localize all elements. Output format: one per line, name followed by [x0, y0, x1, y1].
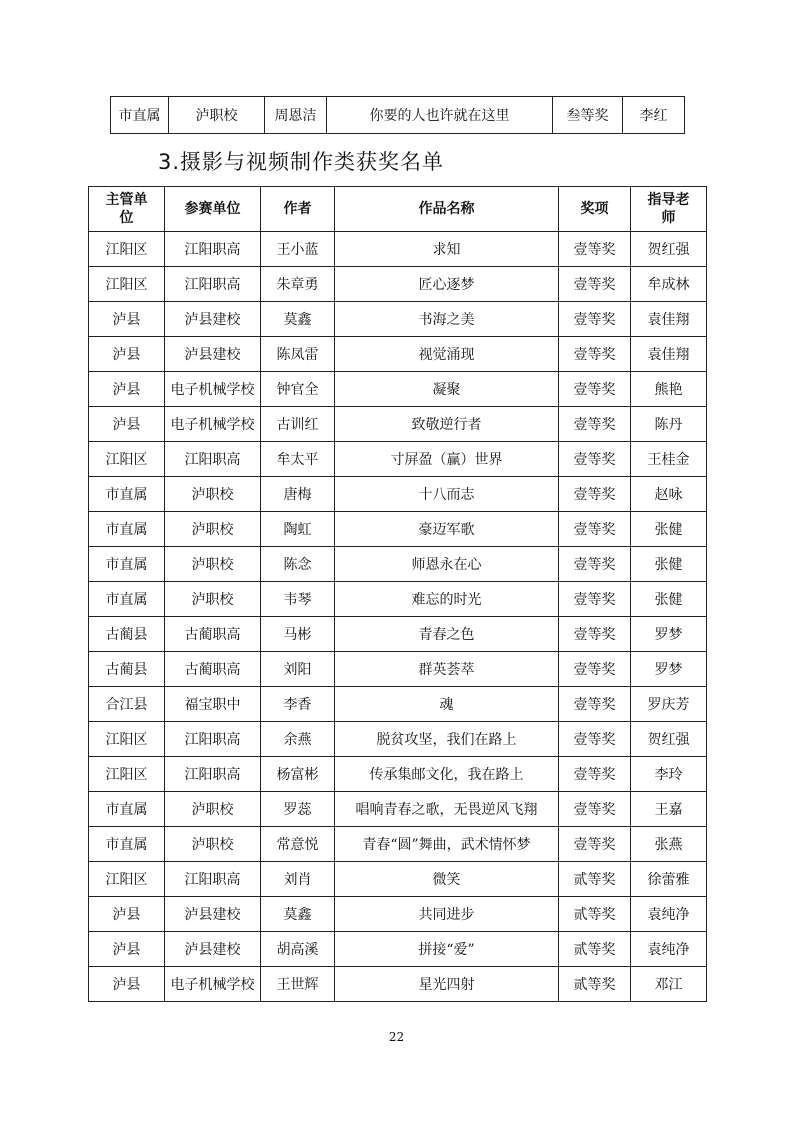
header-teacher: 指导老师	[631, 187, 707, 232]
cell-teacher: 李玲	[631, 757, 707, 792]
cell-authority: 市直属	[89, 547, 165, 582]
cell-authority: 市直属	[89, 582, 165, 617]
cell-authority: 泸县	[89, 967, 165, 1002]
cell-work: 共同进步	[335, 897, 559, 932]
table-row	[111, 97, 685, 134]
cell-author: 古训红	[261, 407, 335, 442]
cell-author: 韦琴	[261, 582, 335, 617]
cell-authority: 市直属	[111, 97, 169, 134]
cell-award: 壹等奖	[559, 687, 631, 722]
table-row	[89, 372, 707, 407]
cell-award: 壹等奖	[559, 407, 631, 442]
cell-unit: 江阳职高	[165, 722, 261, 757]
table-row	[89, 442, 707, 477]
award-table	[88, 186, 707, 1002]
cell-award: 壹等奖	[559, 267, 631, 302]
cell-authority: 江阳区	[89, 862, 165, 897]
header-unit: 参赛单位	[165, 187, 261, 232]
cell-author: 朱章勇	[261, 267, 335, 302]
cell-unit: 古蔺职高	[165, 617, 261, 652]
cell-teacher: 王嘉	[631, 792, 707, 827]
table-row	[89, 652, 707, 687]
cell-work: 视觉涌现	[335, 337, 559, 372]
cell-author: 唐梅	[261, 477, 335, 512]
cell-teacher: 邓江	[631, 967, 707, 1002]
cell-unit: 电子机械学校	[165, 407, 261, 442]
cell-authority: 江阳区	[89, 757, 165, 792]
cell-unit: 泸职校	[165, 792, 261, 827]
cell-teacher: 王桂金	[631, 442, 707, 477]
cell-author: 陶虹	[261, 512, 335, 547]
cell-work: 匠心逐梦	[335, 267, 559, 302]
cell-award: 壹等奖	[559, 372, 631, 407]
cell-teacher: 袁佳翔	[631, 302, 707, 337]
cell-teacher: 袁纯净	[631, 932, 707, 967]
section-title: 3.摄影与视频制作类获奖名单	[158, 150, 445, 174]
cell-unit: 电子机械学校	[165, 967, 261, 1002]
cell-award: 壹等奖	[559, 477, 631, 512]
table-row	[89, 687, 707, 722]
cell-author: 罗蕊	[261, 792, 335, 827]
cell-work: 拼接“爱”	[335, 932, 559, 967]
cell-work: 难忘的时光	[335, 582, 559, 617]
cell-award: 壹等奖	[559, 547, 631, 582]
table-row	[89, 477, 707, 512]
table-row	[89, 582, 707, 617]
table-row	[89, 967, 707, 1002]
cell-authority: 泸县	[89, 407, 165, 442]
table-row	[89, 827, 707, 862]
cell-award: 贰等奖	[559, 862, 631, 897]
cell-unit: 泸职校	[165, 582, 261, 617]
cell-teacher: 牟成林	[631, 267, 707, 302]
cell-award: 贰等奖	[559, 967, 631, 1002]
cell-teacher: 张燕	[631, 827, 707, 862]
cell-teacher: 贺红强	[631, 232, 707, 267]
cell-authority: 江阳区	[89, 267, 165, 302]
cell-award: 贰等奖	[559, 897, 631, 932]
cell-teacher: 徐蕾雅	[631, 862, 707, 897]
cell-authority: 市直属	[89, 512, 165, 547]
cell-unit: 泸职校	[165, 547, 261, 582]
cell-unit: 泸职校	[165, 512, 261, 547]
cell-teacher: 李红	[623, 97, 685, 134]
previous-category-table-tail	[110, 96, 685, 134]
table-row	[89, 722, 707, 757]
cell-authority: 市直属	[89, 827, 165, 862]
cell-teacher: 罗梦	[631, 617, 707, 652]
cell-author: 杨富彬	[261, 757, 335, 792]
cell-author: 陈凤雷	[261, 337, 335, 372]
cell-author: 陈念	[261, 547, 335, 582]
cell-unit: 泸县建校	[165, 337, 261, 372]
cell-award: 壹等奖	[559, 722, 631, 757]
cell-work: 求知	[335, 232, 559, 267]
header-work: 作品名称	[335, 187, 559, 232]
cell-authority: 市直属	[89, 792, 165, 827]
table-row	[89, 792, 707, 827]
cell-authority: 江阳区	[89, 232, 165, 267]
cell-unit: 江阳职高	[165, 757, 261, 792]
cell-work: 寸屏盈（赢）世界	[335, 442, 559, 477]
cell-author: 刘肖	[261, 862, 335, 897]
cell-work: 致敬逆行者	[335, 407, 559, 442]
cell-work: 师恩永在心	[335, 547, 559, 582]
cell-author: 周恩洁	[265, 97, 327, 134]
cell-authority: 泸县	[89, 302, 165, 337]
cell-work: 青春之色	[335, 617, 559, 652]
cell-work: 微笑	[335, 862, 559, 897]
cell-teacher: 袁佳翔	[631, 337, 707, 372]
table-row	[89, 617, 707, 652]
cell-unit: 泸县建校	[165, 897, 261, 932]
cell-author: 莫鑫	[261, 302, 335, 337]
cell-author: 牟太平	[261, 442, 335, 477]
cell-award: 叁等奖	[553, 97, 623, 134]
cell-unit: 泸职校	[165, 827, 261, 862]
cell-author: 李香	[261, 687, 335, 722]
table-row	[89, 862, 707, 897]
cell-teacher: 罗庆芳	[631, 687, 707, 722]
cell-work: 魂	[335, 687, 559, 722]
cell-unit: 电子机械学校	[165, 372, 261, 407]
cell-author: 常意悦	[261, 827, 335, 862]
cell-award: 壹等奖	[559, 792, 631, 827]
cell-author: 钟官全	[261, 372, 335, 407]
cell-unit: 江阳职高	[165, 267, 261, 302]
cell-teacher: 陈丹	[631, 407, 707, 442]
cell-work: 十八而志	[335, 477, 559, 512]
cell-award: 壹等奖	[559, 442, 631, 477]
cell-author: 马彬	[261, 617, 335, 652]
header-author: 作者	[261, 187, 335, 232]
cell-teacher: 袁纯净	[631, 897, 707, 932]
cell-authority: 泸县	[89, 372, 165, 407]
cell-unit: 泸县建校	[165, 302, 261, 337]
cell-award: 壹等奖	[559, 512, 631, 547]
cell-authority: 市直属	[89, 477, 165, 512]
header-authority: 主管单位	[89, 187, 165, 232]
cell-work: 凝聚	[335, 372, 559, 407]
table-row	[89, 407, 707, 442]
cell-unit: 江阳职高	[165, 232, 261, 267]
cell-teacher: 张健	[631, 512, 707, 547]
cell-authority: 泸县	[89, 897, 165, 932]
cell-author: 胡高溪	[261, 932, 335, 967]
table-row	[89, 337, 707, 372]
cell-award: 壹等奖	[559, 232, 631, 267]
cell-author: 莫鑫	[261, 897, 335, 932]
cell-teacher: 赵咏	[631, 477, 707, 512]
cell-unit: 泸职校	[165, 477, 261, 512]
cell-award: 壹等奖	[559, 652, 631, 687]
cell-award: 壹等奖	[559, 617, 631, 652]
cell-work: 星光四射	[335, 967, 559, 1002]
cell-work: 群英荟萃	[335, 652, 559, 687]
cell-work: 青春“圆”舞曲，武术情怀梦	[335, 827, 559, 862]
cell-award: 壹等奖	[559, 582, 631, 617]
header-award: 奖项	[559, 187, 631, 232]
table-row	[89, 932, 707, 967]
cell-award: 壹等奖	[559, 337, 631, 372]
cell-authority: 泸县	[89, 932, 165, 967]
cell-teacher: 贺红强	[631, 722, 707, 757]
cell-work: 唱响青春之歌，无畏逆风飞翔	[335, 792, 559, 827]
cell-award: 壹等奖	[559, 757, 631, 792]
cell-authority: 古蔺县	[89, 617, 165, 652]
cell-authority: 江阳区	[89, 442, 165, 477]
cell-unit: 泸县建校	[165, 932, 261, 967]
cell-award: 壹等奖	[559, 302, 631, 337]
table-row	[89, 267, 707, 302]
cell-authority: 泸县	[89, 337, 165, 372]
cell-work: 豪迈军歌	[335, 512, 559, 547]
cell-work: 脱贫攻坚，我们在路上	[335, 722, 559, 757]
cell-teacher: 熊艳	[631, 372, 707, 407]
header-row	[89, 187, 707, 232]
cell-teacher: 张健	[631, 547, 707, 582]
cell-award: 壹等奖	[559, 827, 631, 862]
cell-authority: 古蔺县	[89, 652, 165, 687]
cell-unit: 泸职校	[169, 97, 265, 134]
cell-authority: 合江县	[89, 687, 165, 722]
table-row	[89, 302, 707, 337]
cell-unit: 福宝职中	[165, 687, 261, 722]
table-row	[89, 232, 707, 267]
table-row	[89, 512, 707, 547]
cell-author: 刘阳	[261, 652, 335, 687]
cell-author: 王世辉	[261, 967, 335, 1002]
cell-authority: 江阳区	[89, 722, 165, 757]
cell-unit: 江阳职高	[165, 442, 261, 477]
cell-work: 传承集邮文化，我在路上	[335, 757, 559, 792]
cell-unit: 古蔺职高	[165, 652, 261, 687]
cell-author: 王小蓝	[261, 232, 335, 267]
cell-teacher: 罗梦	[631, 652, 707, 687]
table-row	[89, 547, 707, 582]
cell-author: 余燕	[261, 722, 335, 757]
table-row	[89, 757, 707, 792]
page-number: 22	[388, 1030, 405, 1044]
cell-work: 你要的人也许就在这里	[327, 97, 553, 134]
cell-teacher: 张健	[631, 582, 707, 617]
table-row	[89, 897, 707, 932]
cell-unit: 江阳职高	[165, 862, 261, 897]
cell-award: 贰等奖	[559, 932, 631, 967]
cell-work: 书海之美	[335, 302, 559, 337]
